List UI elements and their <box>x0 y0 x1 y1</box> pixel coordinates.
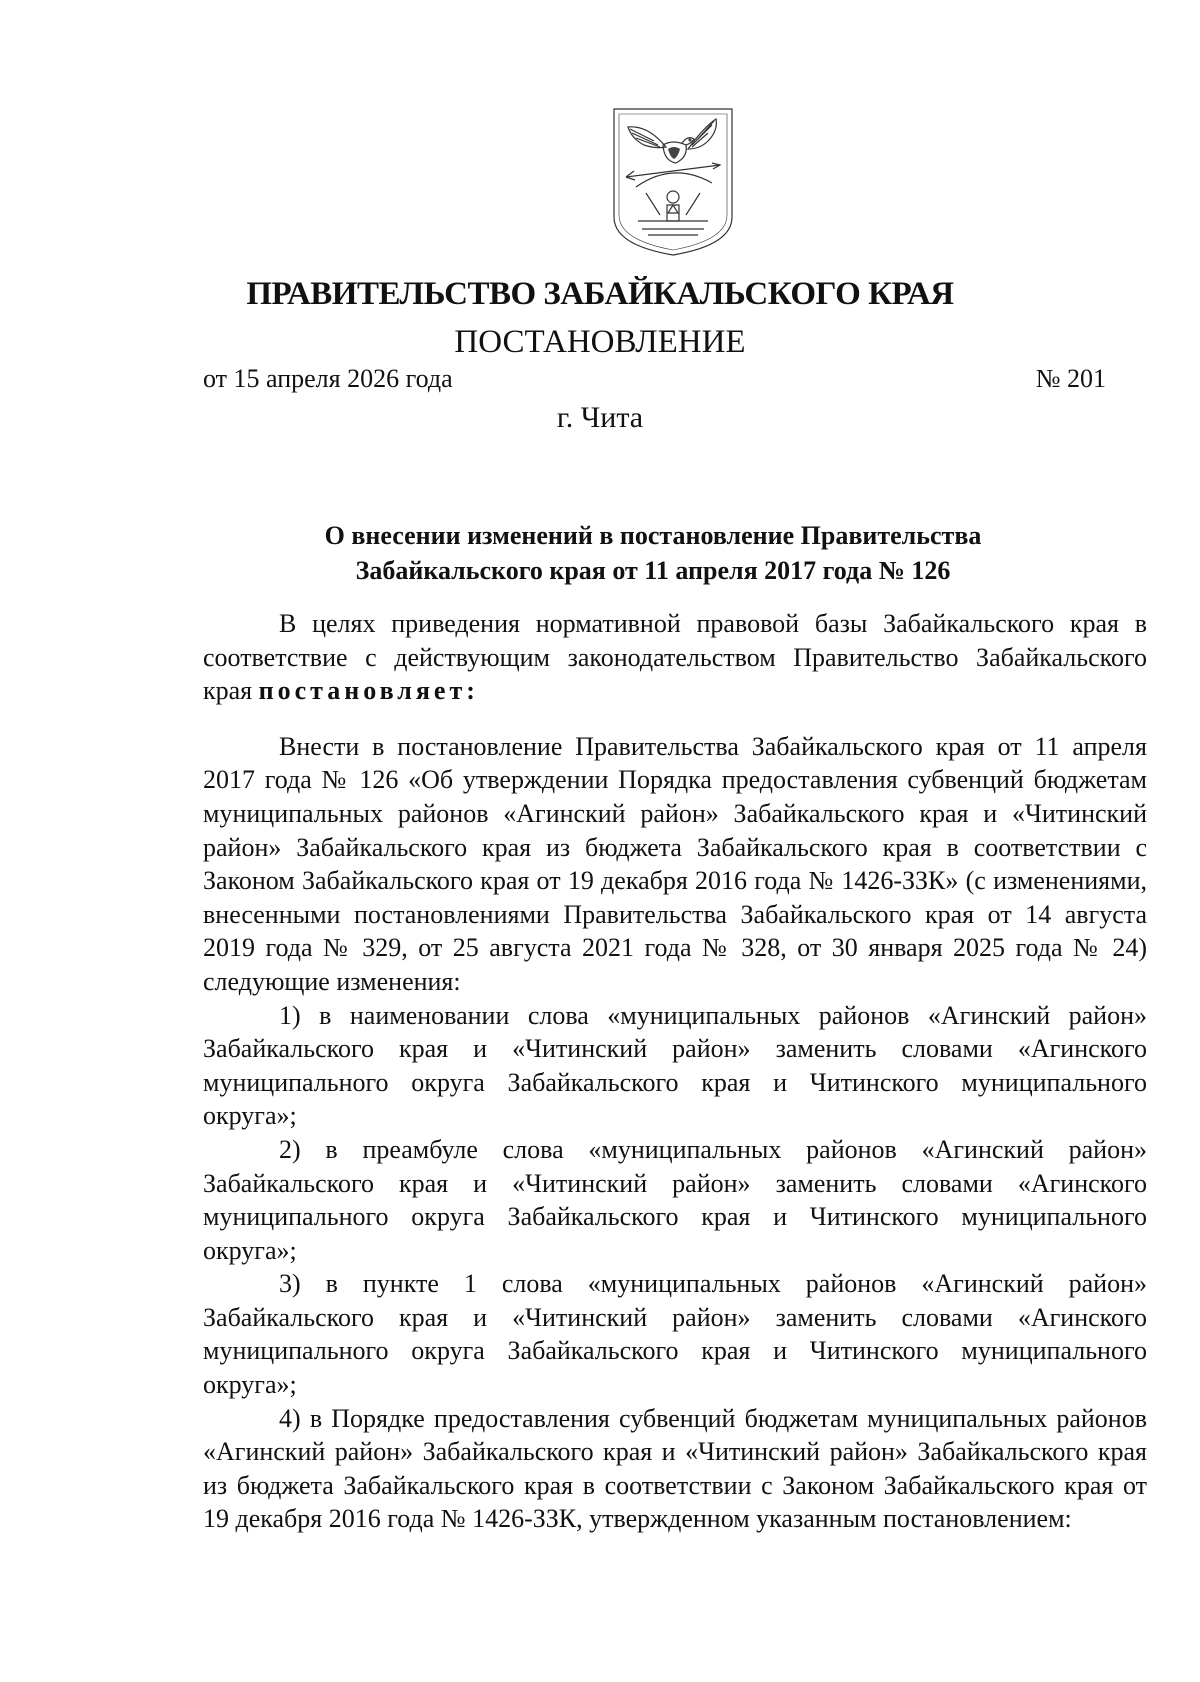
document-city: г. Чита <box>556 401 644 434</box>
coat-of-arms-emblem <box>608 105 738 257</box>
list-item: 2) в преамбуле слова «муниципальных районов «Агинский район» Забайкальского края и «Читинский район» заменить словами «Агинского муниципального округа Забайкальского края и Читинского муниципального округа»; <box>203 1134 1147 1265</box>
document-date: от 15 апреля 2026 года <box>203 364 453 393</box>
preamble-text: В целях приведения нормативной правовой базы Забайкальского края в соответствие с действующим законодательством Правительство Забайкальского края <box>203 609 1147 706</box>
list-item: 4) в Порядке предоставления субвенций бюджетам муниципальных районов «Агинский район» Забайкальского края и «Читинский район» Забайкальского края из бюджета Забайкальского края в соответствии с Законом Забайкальского края от 19 декабря 2016 года № 1426-ЗЗК, утвержденном указанным постановлением: <box>203 1403 1147 1534</box>
list-item: 1) в наименовании слова «муниципальных районов «Агинский район» Забайкальского края и «Читинский район» заменить словами «Агинского муниципального округа Забайкальского края и Читинского муниципального округа»; <box>203 1000 1147 1131</box>
subject-line-2: Забайкальского края от 11 апреля 2017 года № 126 <box>355 556 951 585</box>
government-title: ПРАВИТЕЛЬСТВО ЗАБАЙКАЛЬСКОГО КРАЯ <box>246 276 954 312</box>
document-type: ПОСТАНОВЛЕНИЕ <box>454 324 746 360</box>
intro-paragraph: Внести в постановление Правительства Забайкальского края от 11 апреля 2017 года № 126 «Об утверждении Порядка предоставления субвенций бюджетам муниципальных районов «Агинский район» Забайкальского края и «Читинский район» Забайкальского края из бюджета Забайкальского края в соответствии с Законом Забайкальского края от 19 декабря 2016 года № 1426-ЗЗК» (с изменениями, внесенными постановлениями Правительства Забайкальского края от 14 августа 2019 года № 329, от 25 августа 2021 года № 328, от 30 января 2025 года № 24) следующие изменения: <box>203 731 1147 996</box>
list-item: 3) в пункте 1 слова «муниципальных районов «Агинский район» Забайкальского края и «Читинский район» заменить словами «Агинского муниципального округа Забайкальского края и Читинского муниципального округа»; <box>203 1269 1147 1400</box>
document-body <box>203 607 1147 1536</box>
preamble-paragraph <box>203 607 1147 708</box>
document-number: № 201 <box>1035 364 1106 393</box>
subject-line-1: О внесении изменений в постановление Правительства <box>324 521 982 550</box>
decree-word: постановляет: <box>258 676 479 706</box>
document-subject <box>200 518 1106 588</box>
